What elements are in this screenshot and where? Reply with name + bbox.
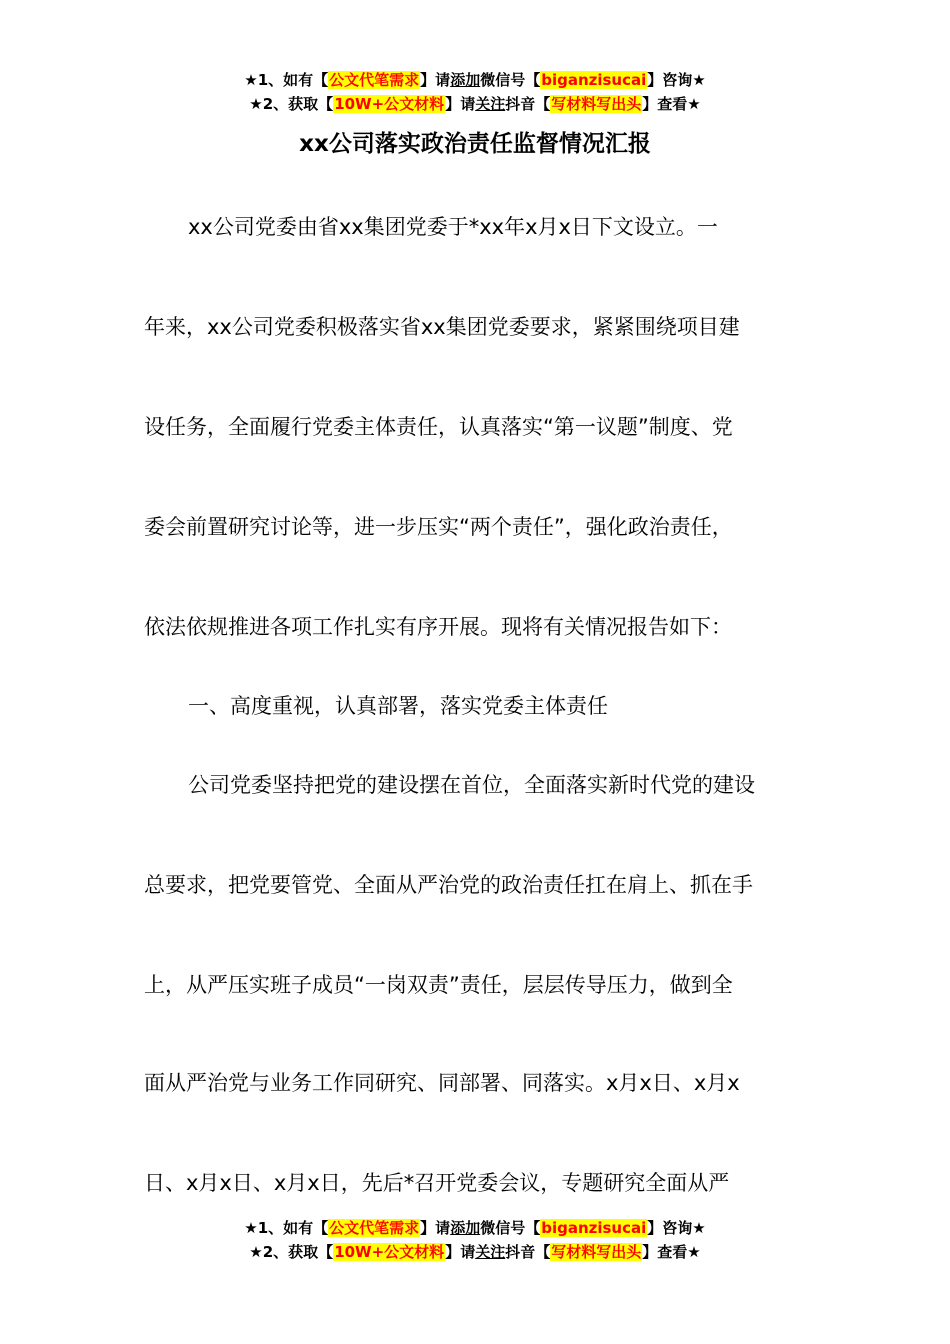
highlight-text: 10W+公文材料 [334, 1243, 445, 1261]
promo-line-2 [0, 1240, 950, 1264]
promo-text: ★2、获取【 [249, 95, 334, 113]
douyin-account: 写材料写出头 [551, 1243, 642, 1261]
emphasis-text: 添加 [450, 1219, 481, 1237]
body-line: 上，从严压实班子成员“一岗双责”责任，层层传导压力，做到全 [144, 973, 733, 997]
promo-text: 抖音【 [505, 1243, 551, 1261]
douyin-account: 写材料写出头 [551, 95, 642, 113]
body-line: 面从严治党与业务工作同研究、同部署、同落实。x月x日、x月x [144, 1071, 740, 1095]
promo-line-1 [0, 68, 950, 92]
promo-text: ★1、如有【 [244, 1219, 329, 1237]
body-line: 日、x月x日、x月x日，先后*召开党委会议，专题研究全面从严 [144, 1171, 730, 1195]
promo-text: 】咨询★ [647, 1219, 706, 1237]
document-title: xx公司落实政治责任监督情况汇报 [299, 131, 651, 157]
promo-text: 】请 [445, 1243, 476, 1261]
highlight-text: 10W+公文材料 [334, 95, 445, 113]
promo-text: ★1、如有【 [244, 71, 329, 89]
emphasis-text: 添加 [450, 71, 481, 89]
top-promo-banner [0, 68, 950, 116]
highlight-text: 公文代笔需求 [329, 71, 420, 89]
emphasis-text: 关注 [475, 95, 506, 113]
promo-text: 】查看★ [642, 1243, 701, 1261]
promo-line-2 [0, 92, 950, 116]
promo-text: 】请 [420, 71, 451, 89]
wechat-id: biganzisucai [541, 1219, 647, 1237]
promo-text: 微信号【 [480, 71, 541, 89]
section-heading: 一、高度重视，认真部署，落实党委主体责任 [188, 694, 608, 718]
promo-text: 】请 [445, 95, 476, 113]
promo-text: 】咨询★ [647, 71, 706, 89]
bottom-promo-banner [0, 1216, 950, 1264]
promo-text: 】请 [420, 1219, 451, 1237]
body-line: 公司党委坚持把党的建设摆在首位，全面落实新时代党的建设 [188, 773, 755, 797]
body-line: xx公司党委由省xx集团党委于*xx年x月x日下文设立。一 [188, 215, 718, 239]
body-line: 总要求，把党要管党、全面从严治党的政治责任扛在肩上、抓在手 [144, 873, 753, 897]
body-line: 委会前置研究讨论等，进一步压实“两个责任”，强化政治责任， [144, 515, 733, 539]
wechat-id: biganzisucai [541, 71, 647, 89]
promo-text: 微信号【 [480, 1219, 541, 1237]
highlight-text: 公文代笔需求 [329, 1219, 420, 1237]
promo-text: ★2、获取【 [249, 1243, 334, 1261]
emphasis-text: 关注 [475, 1243, 506, 1261]
promo-text: 抖音【 [505, 95, 551, 113]
promo-line-1 [0, 1216, 950, 1240]
body-line: 年来，xx公司党委积极落实省xx集团党委要求，紧紧围绕项目建 [144, 315, 740, 339]
body-line: 设任务，全面履行党委主体责任，认真落实“第一议题”制度、党 [144, 415, 733, 439]
promo-text: 】查看★ [642, 95, 701, 113]
body-line: 依法依规推进各项工作扎实有序开展。现将有关情况报告如下： [144, 615, 732, 639]
